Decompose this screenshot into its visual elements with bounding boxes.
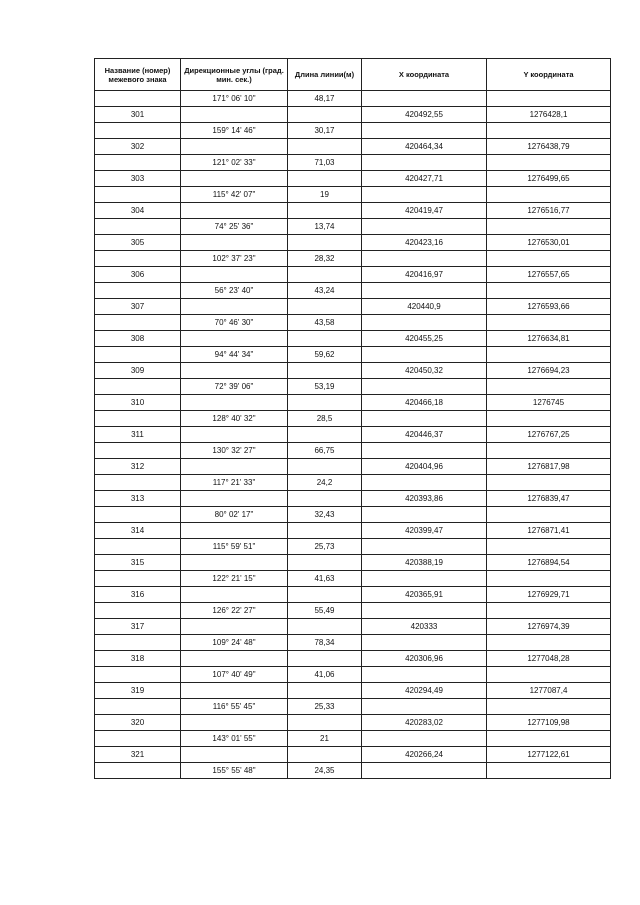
segment-length: 43,58 (288, 315, 362, 331)
segment-x-cell (362, 507, 487, 523)
point-name: 305 (95, 235, 181, 251)
point-angle-cell (181, 651, 288, 667)
point-y: 1276428,1 (487, 107, 611, 123)
segment-angle: 80° 02' 17" (181, 507, 288, 523)
segment-y-cell (487, 571, 611, 587)
point-angle-cell (181, 523, 288, 539)
segment-y-cell (487, 539, 611, 555)
segment-angle: 107° 40' 49" (181, 667, 288, 683)
point-y: 1276557,65 (487, 267, 611, 283)
point-y: 1276694,23 (487, 363, 611, 379)
header-y: Y координата (487, 59, 611, 91)
segment-name-cell (95, 443, 181, 459)
segment-x-cell (362, 635, 487, 651)
header-row (95, 59, 611, 91)
point-name: 318 (95, 651, 181, 667)
segment-row (95, 411, 611, 427)
point-x: 420365,91 (362, 587, 487, 603)
segment-length: 30,17 (288, 123, 362, 139)
segment-name-cell (95, 283, 181, 299)
point-name: 316 (95, 587, 181, 603)
point-x: 420446,37 (362, 427, 487, 443)
point-angle-cell (181, 747, 288, 763)
segment-angle: 94° 44' 34" (181, 347, 288, 363)
point-row (95, 651, 611, 667)
point-y: 1276499,65 (487, 171, 611, 187)
point-length-cell (288, 683, 362, 699)
segment-y-cell (487, 507, 611, 523)
point-name: 307 (95, 299, 181, 315)
segment-y-cell (487, 379, 611, 395)
point-length-cell (288, 331, 362, 347)
segment-row (95, 571, 611, 587)
point-row (95, 171, 611, 187)
segment-length: 71,03 (288, 155, 362, 171)
point-length-cell (288, 139, 362, 155)
segment-x-cell (362, 219, 487, 235)
point-row (95, 491, 611, 507)
point-name: 314 (95, 523, 181, 539)
point-angle-cell (181, 203, 288, 219)
point-length-cell (288, 299, 362, 315)
point-length-cell (288, 715, 362, 731)
point-name: 311 (95, 427, 181, 443)
point-y: 1277087,4 (487, 683, 611, 699)
segment-angle: 72° 39' 06" (181, 379, 288, 395)
point-length-cell (288, 235, 362, 251)
segment-angle: 115° 59' 51" (181, 539, 288, 555)
point-length-cell (288, 267, 362, 283)
point-name: 321 (95, 747, 181, 763)
segment-angle: 121° 02' 33" (181, 155, 288, 171)
segment-name-cell (95, 411, 181, 427)
segment-y-cell (487, 731, 611, 747)
segment-x-cell (362, 475, 487, 491)
point-name: 317 (95, 619, 181, 635)
point-angle-cell (181, 459, 288, 475)
point-x: 420266,24 (362, 747, 487, 763)
point-length-cell (288, 107, 362, 123)
point-angle-cell (181, 395, 288, 411)
segment-name-cell (95, 155, 181, 171)
segment-x-cell (362, 187, 487, 203)
segment-row (95, 379, 611, 395)
segment-name-cell (95, 475, 181, 491)
point-name: 302 (95, 139, 181, 155)
point-name: 313 (95, 491, 181, 507)
segment-name-cell (95, 763, 181, 779)
point-angle-cell (181, 619, 288, 635)
segment-length: 53,19 (288, 379, 362, 395)
segment-name-cell (95, 635, 181, 651)
segment-length: 24,35 (288, 763, 362, 779)
segment-row (95, 91, 611, 107)
segment-row (95, 251, 611, 267)
segment-y-cell (487, 411, 611, 427)
point-row (95, 203, 611, 219)
segment-length: 41,06 (288, 667, 362, 683)
point-y: 1276871,41 (487, 523, 611, 539)
segment-y-cell (487, 187, 611, 203)
point-angle-cell (181, 683, 288, 699)
point-angle-cell (181, 331, 288, 347)
point-x: 420492,55 (362, 107, 487, 123)
point-name: 306 (95, 267, 181, 283)
point-angle-cell (181, 715, 288, 731)
point-row (95, 107, 611, 123)
segment-y-cell (487, 315, 611, 331)
segment-x-cell (362, 315, 487, 331)
segment-angle: 159° 14' 46" (181, 123, 288, 139)
segment-name-cell (95, 539, 181, 555)
point-row (95, 747, 611, 763)
header-x: X координата (362, 59, 487, 91)
point-length-cell (288, 491, 362, 507)
point-length-cell (288, 459, 362, 475)
segment-angle: 128° 40' 32" (181, 411, 288, 427)
point-y: 1276530,01 (487, 235, 611, 251)
point-length-cell (288, 363, 362, 379)
point-name: 320 (95, 715, 181, 731)
point-x: 420427,71 (362, 171, 487, 187)
segment-length: 19 (288, 187, 362, 203)
segment-x-cell (362, 283, 487, 299)
point-length-cell (288, 395, 362, 411)
segment-row (95, 667, 611, 683)
point-angle-cell (181, 171, 288, 187)
point-row (95, 523, 611, 539)
segment-y-cell (487, 91, 611, 107)
segment-name-cell (95, 571, 181, 587)
segment-row (95, 539, 611, 555)
point-angle-cell (181, 427, 288, 443)
point-x: 420393,86 (362, 491, 487, 507)
point-row (95, 363, 611, 379)
segment-x-cell (362, 731, 487, 747)
point-length-cell (288, 555, 362, 571)
header-angle: Дирекционные углы (град. мин. сек.) (181, 59, 288, 91)
header-length: Длина линии(м) (288, 59, 362, 91)
point-name: 301 (95, 107, 181, 123)
point-y: 1277109,98 (487, 715, 611, 731)
point-x: 420419,47 (362, 203, 487, 219)
segment-y-cell (487, 443, 611, 459)
point-y: 1276516,77 (487, 203, 611, 219)
segment-x-cell (362, 411, 487, 427)
segment-length: 32,43 (288, 507, 362, 523)
segment-length: 25,73 (288, 539, 362, 555)
point-name: 312 (95, 459, 181, 475)
segment-y-cell (487, 603, 611, 619)
point-x: 420416,97 (362, 267, 487, 283)
segment-angle: 70° 46' 30" (181, 315, 288, 331)
segment-name-cell (95, 251, 181, 267)
point-row (95, 587, 611, 603)
segment-y-cell (487, 347, 611, 363)
point-y: 1276974,39 (487, 619, 611, 635)
point-length-cell (288, 427, 362, 443)
coordinates-table (94, 58, 611, 779)
point-x: 420440,9 (362, 299, 487, 315)
point-row (95, 619, 611, 635)
segment-y-cell (487, 699, 611, 715)
segment-name-cell (95, 667, 181, 683)
segment-length: 55,49 (288, 603, 362, 619)
segment-name-cell (95, 219, 181, 235)
point-row (95, 267, 611, 283)
point-y: 1276894,54 (487, 555, 611, 571)
segment-length: 28,5 (288, 411, 362, 427)
segment-angle: 117° 21' 33" (181, 475, 288, 491)
segment-angle: 171° 06' 10" (181, 91, 288, 107)
segment-x-cell (362, 699, 487, 715)
segment-row (95, 731, 611, 747)
segment-length: 78,34 (288, 635, 362, 651)
segment-angle: 122° 21' 15" (181, 571, 288, 587)
segment-x-cell (362, 571, 487, 587)
segment-name-cell (95, 731, 181, 747)
point-length-cell (288, 171, 362, 187)
segment-length: 13,74 (288, 219, 362, 235)
point-y: 1276767,25 (487, 427, 611, 443)
header-name: Название (номер) межевого знака (95, 59, 181, 91)
point-length-cell (288, 747, 362, 763)
segment-row (95, 763, 611, 779)
point-length-cell (288, 203, 362, 219)
segment-length: 59,62 (288, 347, 362, 363)
segment-row (95, 155, 611, 171)
segment-y-cell (487, 219, 611, 235)
point-name: 310 (95, 395, 181, 411)
point-angle-cell (181, 491, 288, 507)
point-y: 1276929,71 (487, 587, 611, 603)
segment-length: 21 (288, 731, 362, 747)
point-x: 420455,25 (362, 331, 487, 347)
point-x: 420294,49 (362, 683, 487, 699)
point-length-cell (288, 587, 362, 603)
point-y: 1276634,81 (487, 331, 611, 347)
segment-name-cell (95, 379, 181, 395)
point-row (95, 299, 611, 315)
segment-angle: 115° 42' 07" (181, 187, 288, 203)
segment-row (95, 699, 611, 715)
segment-x-cell (362, 379, 487, 395)
segment-row (95, 219, 611, 235)
segment-x-cell (362, 251, 487, 267)
segment-length: 41,63 (288, 571, 362, 587)
segment-name-cell (95, 603, 181, 619)
point-y: 1277048,28 (487, 651, 611, 667)
segment-length: 25,33 (288, 699, 362, 715)
segment-angle: 102° 37' 23" (181, 251, 288, 267)
segment-angle: 155° 55' 48" (181, 763, 288, 779)
segment-row (95, 315, 611, 331)
segment-name-cell (95, 123, 181, 139)
point-row (95, 235, 611, 251)
segment-y-cell (487, 123, 611, 139)
point-y: 1276438,79 (487, 139, 611, 155)
point-x: 420399,47 (362, 523, 487, 539)
point-y: 1276593,66 (487, 299, 611, 315)
segment-y-cell (487, 283, 611, 299)
segment-angle: 143° 01' 55" (181, 731, 288, 747)
point-name: 308 (95, 331, 181, 347)
point-length-cell (288, 523, 362, 539)
segment-name-cell (95, 507, 181, 523)
segment-row (95, 443, 611, 459)
segment-x-cell (362, 603, 487, 619)
point-y: 1276745 (487, 395, 611, 411)
point-angle-cell (181, 107, 288, 123)
point-x: 420306,96 (362, 651, 487, 667)
segment-name-cell (95, 91, 181, 107)
point-angle-cell (181, 235, 288, 251)
point-x: 420388,19 (362, 555, 487, 571)
point-row (95, 683, 611, 699)
point-row (95, 555, 611, 571)
segment-x-cell (362, 443, 487, 459)
segment-length: 43,24 (288, 283, 362, 299)
segment-name-cell (95, 699, 181, 715)
segment-angle: 130° 32' 27" (181, 443, 288, 459)
point-name: 303 (95, 171, 181, 187)
segment-row (95, 475, 611, 491)
point-name: 309 (95, 363, 181, 379)
point-x: 420423,16 (362, 235, 487, 251)
point-y: 1277122,61 (487, 747, 611, 763)
point-row (95, 459, 611, 475)
point-angle-cell (181, 587, 288, 603)
point-name: 304 (95, 203, 181, 219)
point-x: 420450,32 (362, 363, 487, 379)
segment-x-cell (362, 123, 487, 139)
segment-name-cell (95, 315, 181, 331)
point-x: 420333 (362, 619, 487, 635)
segment-row (95, 507, 611, 523)
point-row (95, 139, 611, 155)
segment-row (95, 603, 611, 619)
segment-length: 48,17 (288, 91, 362, 107)
segment-length: 24,2 (288, 475, 362, 491)
segment-angle: 56° 23' 40" (181, 283, 288, 299)
segment-row (95, 187, 611, 203)
segment-x-cell (362, 667, 487, 683)
segment-angle: 126° 22' 27" (181, 603, 288, 619)
point-name: 315 (95, 555, 181, 571)
segment-y-cell (487, 155, 611, 171)
point-length-cell (288, 619, 362, 635)
segment-row (95, 347, 611, 363)
segment-length: 28,32 (288, 251, 362, 267)
segment-length: 66,75 (288, 443, 362, 459)
point-angle-cell (181, 267, 288, 283)
segment-row (95, 635, 611, 651)
segment-y-cell (487, 251, 611, 267)
segment-row (95, 283, 611, 299)
point-x: 420283,02 (362, 715, 487, 731)
segment-x-cell (362, 763, 487, 779)
segment-x-cell (362, 539, 487, 555)
point-length-cell (288, 651, 362, 667)
point-x: 420464,34 (362, 139, 487, 155)
segment-angle: 109° 24' 48" (181, 635, 288, 651)
segment-y-cell (487, 475, 611, 491)
point-x: 420404,96 (362, 459, 487, 475)
point-x: 420466,18 (362, 395, 487, 411)
segment-angle: 116° 55' 45" (181, 699, 288, 715)
segment-angle: 74° 25' 36" (181, 219, 288, 235)
point-row (95, 395, 611, 411)
point-row (95, 331, 611, 347)
segment-x-cell (362, 91, 487, 107)
point-y: 1276817,98 (487, 459, 611, 475)
segment-x-cell (362, 155, 487, 171)
segment-name-cell (95, 347, 181, 363)
point-angle-cell (181, 299, 288, 315)
segment-y-cell (487, 667, 611, 683)
point-angle-cell (181, 555, 288, 571)
point-angle-cell (181, 363, 288, 379)
segment-y-cell (487, 763, 611, 779)
point-row (95, 715, 611, 731)
point-y: 1276839,47 (487, 491, 611, 507)
point-row (95, 427, 611, 443)
segment-name-cell (95, 187, 181, 203)
segment-row (95, 123, 611, 139)
segment-y-cell (487, 635, 611, 651)
point-angle-cell (181, 139, 288, 155)
segment-x-cell (362, 347, 487, 363)
point-name: 319 (95, 683, 181, 699)
